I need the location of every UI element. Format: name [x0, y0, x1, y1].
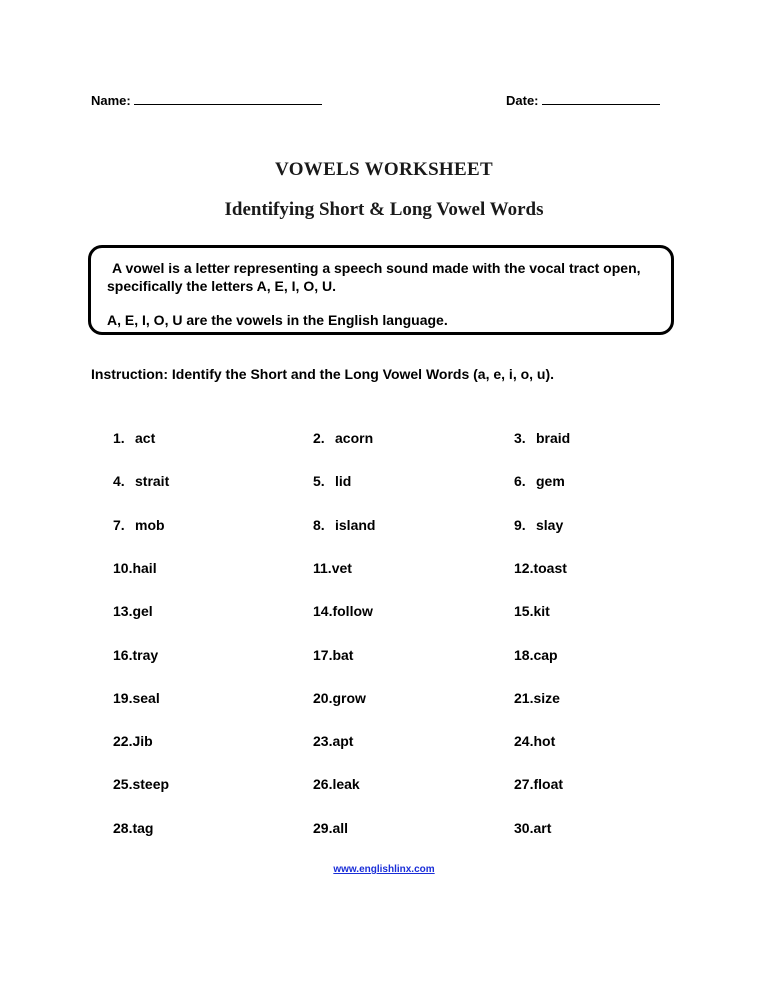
item-number: 13. — [113, 603, 133, 619]
item-number: 11. — [313, 560, 332, 576]
item-number: 2. — [313, 430, 325, 446]
word-item — [113, 776, 169, 792]
item-word: hot — [533, 733, 556, 749]
item-word: island — [335, 517, 376, 533]
word-item — [113, 473, 169, 489]
item-number: 20. — [313, 690, 333, 706]
word-item — [514, 473, 565, 489]
word-item — [113, 733, 153, 749]
item-word: grow — [332, 690, 366, 706]
word-item — [313, 430, 373, 446]
item-word: steep — [132, 776, 170, 792]
item-word: hail — [132, 560, 157, 576]
item-word: apt — [332, 733, 354, 749]
item-word: toast — [533, 560, 567, 576]
item-number: 1. — [113, 430, 125, 446]
item-word: size — [533, 690, 560, 706]
item-number: 19. — [113, 690, 133, 706]
date-label: Date: — [506, 93, 539, 108]
item-word: vet — [331, 560, 352, 576]
item-number: 25. — [113, 776, 133, 792]
word-item — [313, 517, 375, 533]
word-item — [113, 517, 165, 533]
date-blank-line — [542, 92, 660, 105]
item-number: 16. — [113, 647, 133, 663]
item-number: 6. — [514, 473, 526, 489]
word-item — [514, 603, 550, 619]
item-number: 8. — [313, 517, 325, 533]
name-blank-line — [134, 92, 322, 105]
item-word: all — [332, 820, 349, 836]
item-word: acorn — [335, 430, 374, 446]
item-number: 5. — [313, 473, 325, 489]
word-item — [514, 820, 551, 836]
item-word: seal — [132, 690, 160, 706]
item-number: 26. — [313, 776, 333, 792]
word-item — [514, 647, 558, 663]
word-item — [313, 733, 353, 749]
item-number: 7. — [113, 517, 125, 533]
instruction-text: Instruction: Identify the Short and the Long Vowel Words (a, e, i, o, u). — [91, 366, 555, 382]
name-label: Name: — [91, 93, 131, 108]
item-word: kit — [533, 603, 550, 619]
word-item — [113, 690, 160, 706]
definition-paragraph: A vowel is a letter representing a speech sound made with the vocal tract open, specifically the letters A, E, I, O, U. — [107, 260, 641, 294]
item-number: 28. — [113, 820, 133, 836]
word-item — [514, 776, 563, 792]
word-item — [313, 473, 351, 489]
word-item — [313, 647, 353, 663]
item-number: 21. — [514, 690, 534, 706]
item-word: leak — [332, 776, 360, 792]
footer-website-link[interactable]: www.englishlinx.com — [333, 864, 435, 875]
item-word: cap — [533, 647, 558, 663]
vowels-list-paragraph: A, E, I, O, U are the vowels in the English language. — [107, 312, 448, 328]
vowel-definition-box — [88, 245, 674, 335]
item-word: tag — [132, 820, 154, 836]
worksheet-subtitle: Identifying Short & Long Vowel Words — [224, 199, 544, 220]
word-item — [514, 560, 567, 576]
item-word: follow — [332, 603, 373, 619]
item-number: 12. — [514, 560, 534, 576]
word-item — [514, 430, 570, 446]
item-number: 17. — [313, 647, 333, 663]
item-number: 14. — [313, 603, 333, 619]
word-item — [313, 690, 366, 706]
word-item — [113, 647, 158, 663]
word-item — [514, 690, 560, 706]
item-number: 10. — [113, 560, 133, 576]
item-number: 18. — [514, 647, 534, 663]
item-number: 4. — [113, 473, 125, 489]
item-word: float — [533, 776, 564, 792]
item-word: lid — [335, 473, 352, 489]
item-word: gem — [536, 473, 565, 489]
date-field — [506, 92, 660, 108]
item-number: 3. — [514, 430, 526, 446]
item-number: 24. — [514, 733, 534, 749]
item-number: 27. — [514, 776, 534, 792]
item-number: 22. — [113, 733, 133, 749]
word-item — [313, 560, 352, 576]
item-word: act — [135, 430, 156, 446]
word-item — [113, 820, 153, 836]
item-word: mob — [135, 517, 165, 533]
word-item — [313, 776, 360, 792]
item-word: slay — [536, 517, 564, 533]
item-word: tray — [132, 647, 159, 663]
word-item — [514, 733, 555, 749]
item-number: 9. — [514, 517, 526, 533]
worksheet-title: VOWELS WORKSHEET — [275, 159, 493, 180]
item-word: strait — [135, 473, 170, 489]
item-word: bat — [332, 647, 354, 663]
item-word: braid — [536, 430, 571, 446]
item-word: gel — [132, 603, 153, 619]
item-number: 23. — [313, 733, 333, 749]
word-item — [113, 560, 157, 576]
item-word: Jib — [132, 733, 153, 749]
item-number: 29. — [313, 820, 333, 836]
item-number: 30. — [514, 820, 534, 836]
word-item — [313, 820, 348, 836]
name-field — [91, 92, 322, 108]
item-word: art — [533, 820, 552, 836]
word-item — [113, 603, 153, 619]
word-item — [514, 517, 563, 533]
word-item — [113, 430, 155, 446]
word-item — [313, 603, 373, 619]
item-number: 15. — [514, 603, 534, 619]
